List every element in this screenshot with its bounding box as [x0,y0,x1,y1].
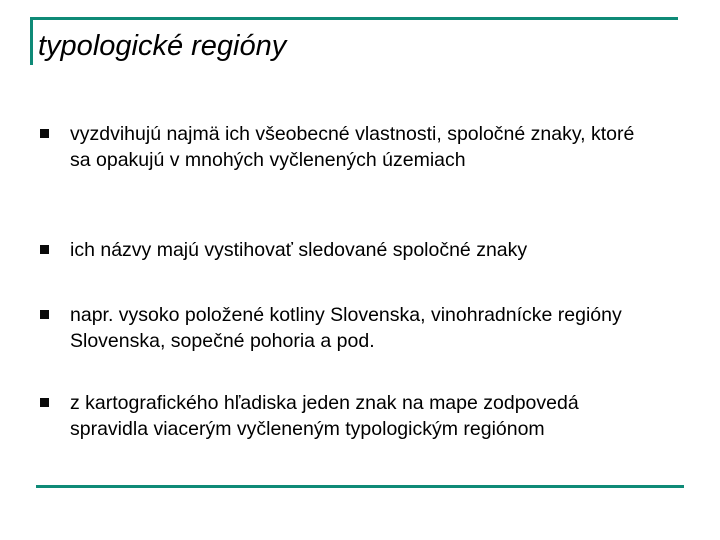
square-bullet-icon [40,245,49,254]
footer-accent-rule [36,485,684,488]
bullet-text: z kartografického hľadiska jeden znak na mape zodpovedá spravidla viacerým vyčleneným typologickým regiónom [70,392,579,440]
square-bullet-icon [40,310,49,319]
bullet-text: vyzdvihujú najmä ich všeobecné vlastnosti, spoločné znaky, ktoré sa opakujú v mnohých vyčlenených územiach [70,123,635,171]
slide-title: typologické regióny [38,30,287,62]
square-bullet-icon [40,398,49,407]
square-bullet-icon [40,129,49,138]
bullet-text: ich názvy majú vystihovať sledované spoločné znaky [70,239,528,261]
bullet-text: napr. vysoko položené kotliny Slovenska, vinohradnícke regióny Slovenska, sopečné pohoria a pod. [70,304,622,352]
